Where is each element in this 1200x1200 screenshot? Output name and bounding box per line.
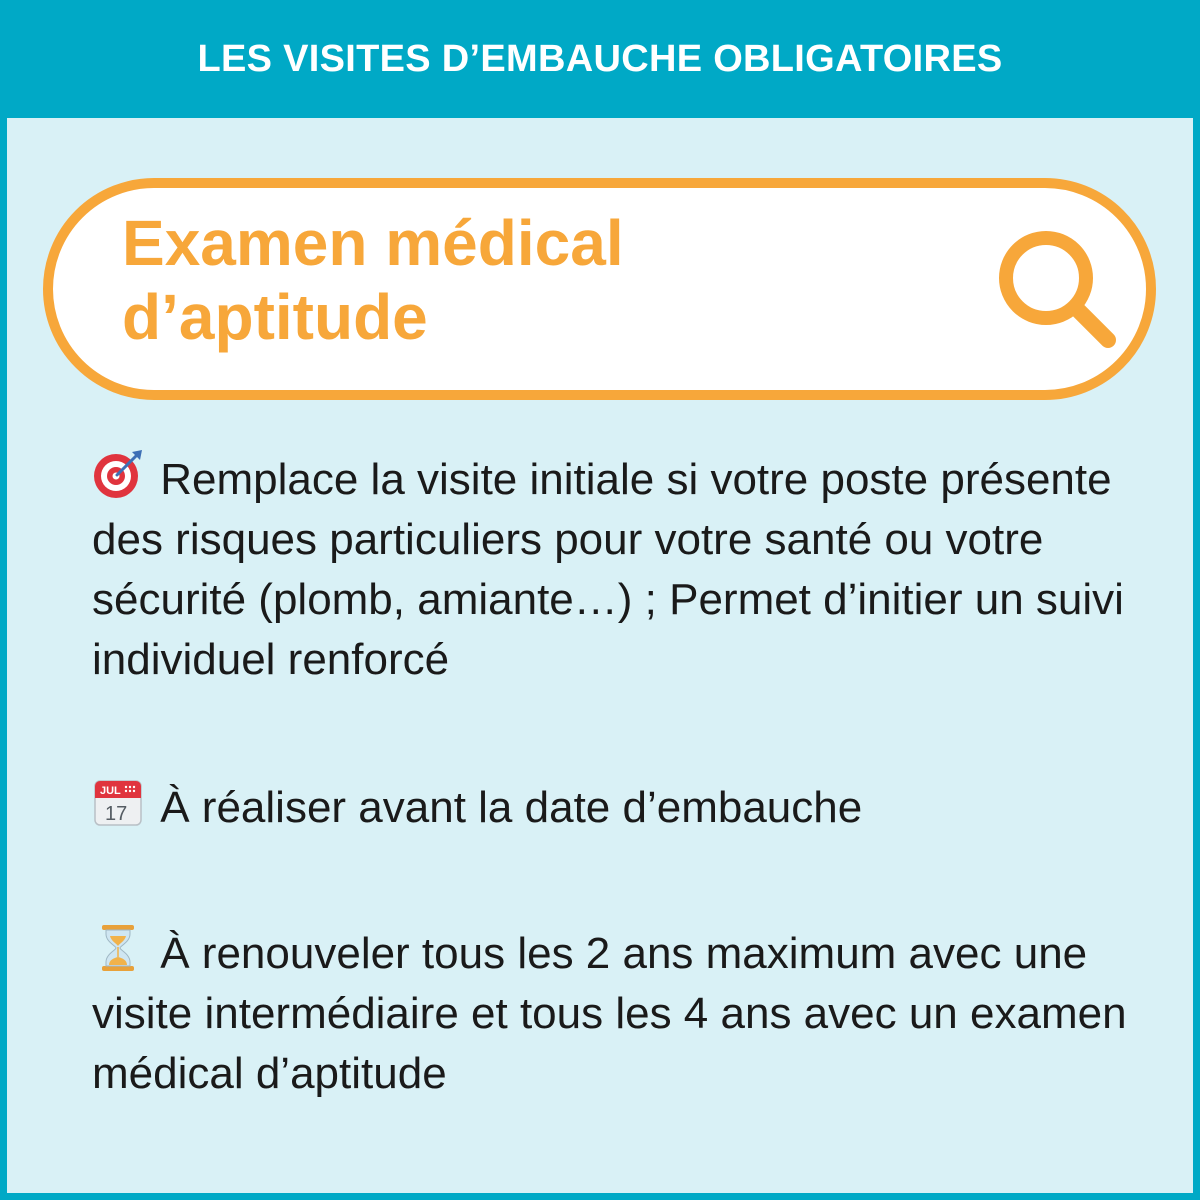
header-bar	[0, 0, 1200, 118]
search-bar-text: Examen médical d’aptitude	[122, 207, 624, 353]
list-item	[92, 448, 1132, 690]
item-text: À réaliser avant la date d’embauche	[160, 783, 863, 832]
item-text: À renouveler tous les 2 ans maximum avec une visite intermédiaire et tous les 4 ans avec un examen médical d’aptitude	[92, 929, 1127, 1098]
hourglass-icon	[92, 922, 144, 974]
item-text: Remplace la visite initiale si votre poste présente des risques particuliers pour votre santé ou votre sécurité (plomb, amiante…) ; Permet d’initier un suivi individuel renforcé	[92, 455, 1124, 684]
target-icon	[92, 448, 144, 500]
list-item	[92, 922, 1132, 1104]
magnifier-icon	[990, 222, 1130, 362]
list-item	[92, 776, 1132, 838]
calendar-icon	[92, 776, 144, 828]
calendar-day: 17	[105, 803, 128, 825]
calendar-month: JUL	[100, 785, 121, 797]
page-title: LES VISITES D’EMBAUCHE OBLIGATOIRES	[197, 37, 1003, 80]
